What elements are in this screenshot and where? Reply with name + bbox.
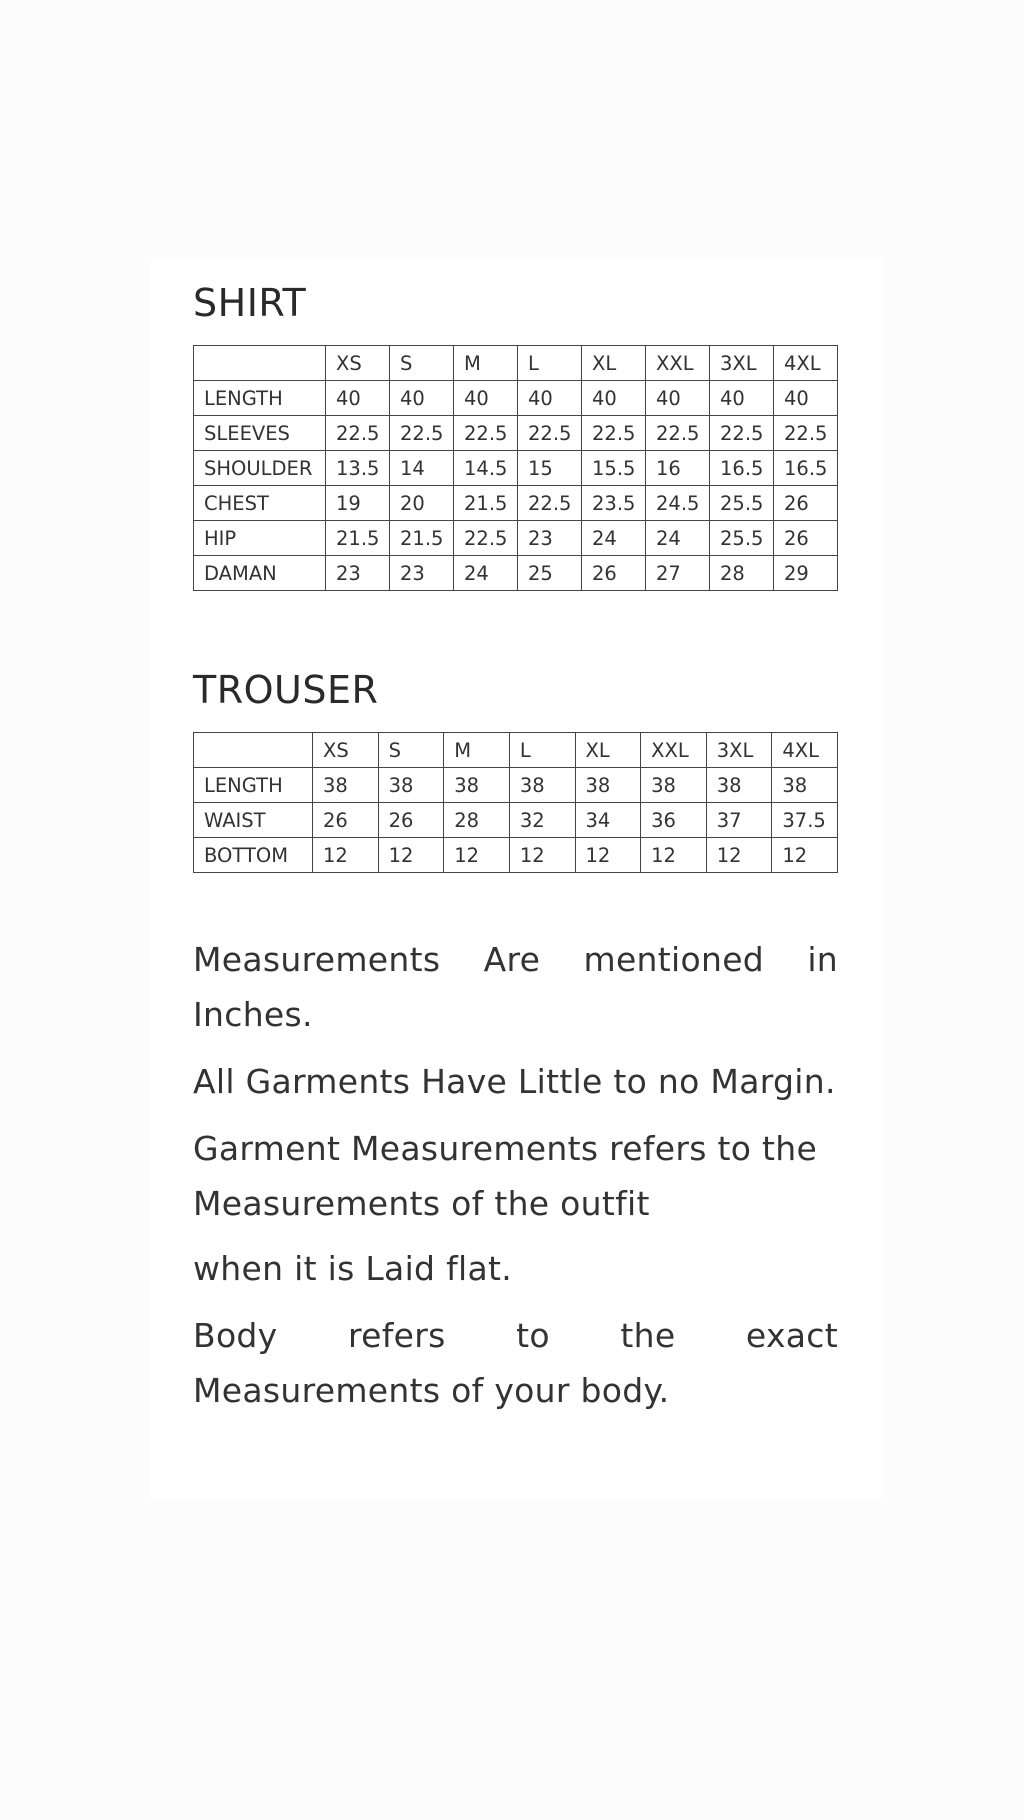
measurement-value-cell: 23	[390, 556, 454, 591]
measurement-value-cell: 40	[518, 381, 582, 416]
table-row	[194, 451, 838, 486]
size-header-cell: XS	[313, 733, 379, 768]
measurement-value-cell: 38	[641, 768, 707, 803]
measurement-value-cell: 40	[390, 381, 454, 416]
measurement-value-cell: 21.5	[326, 521, 390, 556]
measurement-value-cell: 38	[706, 768, 772, 803]
measurement-value-cell: 22.5	[582, 416, 646, 451]
measurement-value-cell: 40	[454, 381, 518, 416]
measurement-value-cell: 23	[518, 521, 582, 556]
measurement-value-cell: 40	[710, 381, 774, 416]
measurement-label-cell: DAMAN	[194, 556, 326, 591]
measurement-value-cell: 25.5	[710, 521, 774, 556]
note-margin: All Garments Have Little to no Margin.	[193, 1062, 836, 1101]
measurement-value-cell: 28	[710, 556, 774, 591]
size-header-cell: 4XL	[772, 733, 838, 768]
size-header-cell: XL	[582, 346, 646, 381]
measurement-value-cell: 16.5	[710, 451, 774, 486]
measurement-value-cell: 36	[641, 803, 707, 838]
measurement-value-cell: 40	[774, 381, 838, 416]
measurement-label-cell: WAIST	[194, 803, 313, 838]
table-row	[194, 416, 838, 451]
measurement-value-cell: 29	[774, 556, 838, 591]
measurement-value-cell: 38	[313, 768, 379, 803]
measurement-value-cell: 23.5	[582, 486, 646, 521]
measurement-value-cell: 14.5	[454, 451, 518, 486]
measurement-value-cell: 12	[378, 838, 444, 873]
measurement-value-cell: 24	[454, 556, 518, 591]
size-header-cell: 4XL	[774, 346, 838, 381]
measurement-value-cell: 15.5	[582, 451, 646, 486]
size-header-cell: 3XL	[706, 733, 772, 768]
measurement-value-cell: 24	[646, 521, 710, 556]
measurement-value-cell: 22.5	[454, 416, 518, 451]
measurement-value-cell: 12	[509, 838, 575, 873]
table-row	[194, 768, 838, 803]
measurement-label-cell: HIP	[194, 521, 326, 556]
table-row	[194, 838, 838, 873]
measurement-value-cell: 22.5	[774, 416, 838, 451]
measurement-value-cell: 40	[582, 381, 646, 416]
measurement-value-cell: 12	[575, 838, 641, 873]
table-row	[194, 556, 838, 591]
measurement-value-cell: 16.5	[774, 451, 838, 486]
measurement-value-cell: 22.5	[390, 416, 454, 451]
measurement-notes	[193, 932, 838, 1430]
measurement-value-cell: 32	[509, 803, 575, 838]
measurement-value-cell: 12	[772, 838, 838, 873]
measurement-value-cell: 22.5	[518, 416, 582, 451]
measurement-value-cell: 27	[646, 556, 710, 591]
size-header-cell: M	[454, 346, 518, 381]
size-header-cell: S	[378, 733, 444, 768]
measurement-value-cell: 26	[774, 486, 838, 521]
size-header-cell: L	[509, 733, 575, 768]
measurement-value-cell: 28	[444, 803, 510, 838]
measurement-value-cell: 22.5	[646, 416, 710, 451]
measurement-value-cell: 26	[582, 556, 646, 591]
measurement-value-cell: 22.5	[454, 521, 518, 556]
measurement-value-cell: 23	[326, 556, 390, 591]
measurement-value-cell: 26	[774, 521, 838, 556]
measurement-label-cell: LENGTH	[194, 381, 326, 416]
measurement-label-cell: SLEEVES	[194, 416, 326, 451]
measurement-value-cell: 38	[575, 768, 641, 803]
measurement-value-cell: 38	[772, 768, 838, 803]
measurement-value-cell: 12	[444, 838, 510, 873]
measurement-value-cell: 40	[646, 381, 710, 416]
measurement-label-cell: SHOULDER	[194, 451, 326, 486]
note-inches: Measurements Are mentioned in Inches.	[193, 940, 838, 1034]
measurement-value-cell: 15	[518, 451, 582, 486]
measurement-value-cell: 16	[646, 451, 710, 486]
measurement-value-cell: 38	[378, 768, 444, 803]
size-header-cell: XXL	[641, 733, 707, 768]
table-row	[194, 803, 838, 838]
header-corner-cell	[194, 733, 313, 768]
size-header-cell: L	[518, 346, 582, 381]
measurement-value-cell: 12	[706, 838, 772, 873]
measurement-value-cell: 25.5	[710, 486, 774, 521]
measurement-value-cell: 34	[575, 803, 641, 838]
measurement-value-cell: 37.5	[772, 803, 838, 838]
size-header-cell: XL	[575, 733, 641, 768]
measurement-value-cell: 20	[390, 486, 454, 521]
measurement-value-cell: 14	[390, 451, 454, 486]
trouser-size-table	[193, 732, 838, 873]
measurement-value-cell: 26	[313, 803, 379, 838]
shirt-section-title: SHIRT	[193, 281, 307, 325]
size-header-cell: M	[444, 733, 510, 768]
measurement-value-cell: 40	[326, 381, 390, 416]
measurement-label-cell: CHEST	[194, 486, 326, 521]
measurement-value-cell: 13.5	[326, 451, 390, 486]
size-header-cell: XS	[326, 346, 390, 381]
note-garment-measurements: Garment Measurements refers to the Measurements of the outfit	[193, 1129, 818, 1223]
table-row	[194, 381, 838, 416]
note-body-measurements: Body refers to the exact Measurements of your body.	[193, 1316, 838, 1410]
measurement-value-cell: 19	[326, 486, 390, 521]
measurement-value-cell: 12	[313, 838, 379, 873]
table-header-row	[194, 346, 838, 381]
header-corner-cell	[194, 346, 326, 381]
size-header-cell: 3XL	[710, 346, 774, 381]
table-header-row	[194, 733, 838, 768]
table-row	[194, 486, 838, 521]
measurement-value-cell: 24	[582, 521, 646, 556]
measurement-value-cell: 22.5	[326, 416, 390, 451]
size-header-cell: S	[390, 346, 454, 381]
measurement-label-cell: LENGTH	[194, 768, 313, 803]
table-row	[194, 521, 838, 556]
measurement-value-cell: 38	[444, 768, 510, 803]
measurement-value-cell: 21.5	[390, 521, 454, 556]
shirt-size-table	[193, 345, 838, 591]
measurement-value-cell: 26	[378, 803, 444, 838]
measurement-value-cell: 24.5	[646, 486, 710, 521]
measurement-value-cell: 12	[641, 838, 707, 873]
measurement-value-cell: 38	[509, 768, 575, 803]
trouser-section-title: TROUSER	[193, 668, 379, 712]
measurement-value-cell: 21.5	[454, 486, 518, 521]
measurement-value-cell: 37	[706, 803, 772, 838]
size-header-cell: XXL	[646, 346, 710, 381]
measurement-value-cell: 25	[518, 556, 582, 591]
note-laid-flat: when it is Laid flat.	[193, 1249, 513, 1288]
measurement-value-cell: 22.5	[518, 486, 582, 521]
measurement-value-cell: 22.5	[710, 416, 774, 451]
measurement-label-cell: BOTTOM	[194, 838, 313, 873]
